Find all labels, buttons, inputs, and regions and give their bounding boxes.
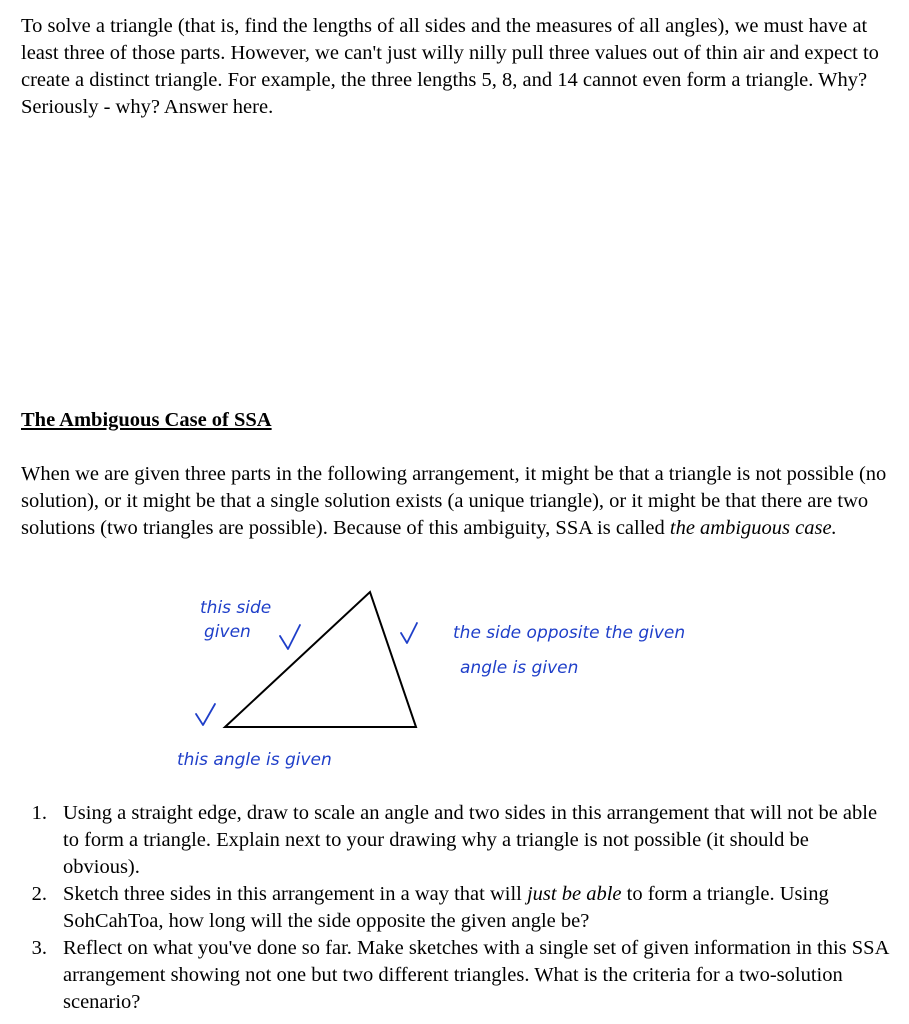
label-side-line1: this side [200,598,272,618]
label-angle: this angle is given [177,750,332,770]
check-mark-angle [196,704,215,725]
question-list [21,800,889,1016]
ssa-paragraph [21,461,889,542]
intro-paragraph: To solve a triangle (that is, find the lengths of all sides and the measures of all angles), we must have at least three of those parts. However, we can't just willy nilly pull three values out of thin air and expect to create a distinct triangle. For example, the three lengths 5, 8, and 14 cannot even form a triangle. Why? Seriously - why? Answer here. [21,15,879,118]
question-item [21,800,889,881]
label-opposite-line2: angle is given [460,658,579,678]
ssa-paragraph-body: When we are given three parts in the following arrangement, it might be that a triangle is not possible (no solution), or it might be that a single solution exists (a unique triangle), or it might be that there are two solutions (two triangles are possible). Because of this ambiguity, SSA is called [21,463,887,539]
question-emphasis: just be able [526,883,622,905]
question-text-end: to form a triangle. Using SohCahToa, how long will the side opposite the given angle be? [63,883,829,932]
check-mark-side [280,625,300,649]
section-heading: The Ambiguous Case of SSA [21,409,272,431]
label-opposite-line1: the side opposite the given [453,623,686,643]
question-number: 2. [31,883,47,905]
label-side-line2: given [204,622,251,642]
question-text: Using a straight edge, draw to scale an angle and two sides in this arrangement that will not be able to form a triangle. Explain next to your drawing why a triangle is not possible (it should be obvious). [63,802,878,878]
ssa-triangle-diagram [170,585,790,780]
question-text: Reflect on what you've done so far. Make sketches with a single set of given information in this SSA arrangement showing not one but two different triangles. What is the criteria for a two-solution scenario? [63,937,889,1013]
question-item [21,881,889,935]
question-number: 1. [31,802,47,824]
ssa-paragraph-emphasis: the ambiguous case. [669,517,837,539]
question-number: 3. [31,937,47,959]
question-item [21,935,889,1016]
question-text: Sketch three sides in this arrangement in a way that will [63,883,527,905]
check-mark-opposite [401,623,417,643]
